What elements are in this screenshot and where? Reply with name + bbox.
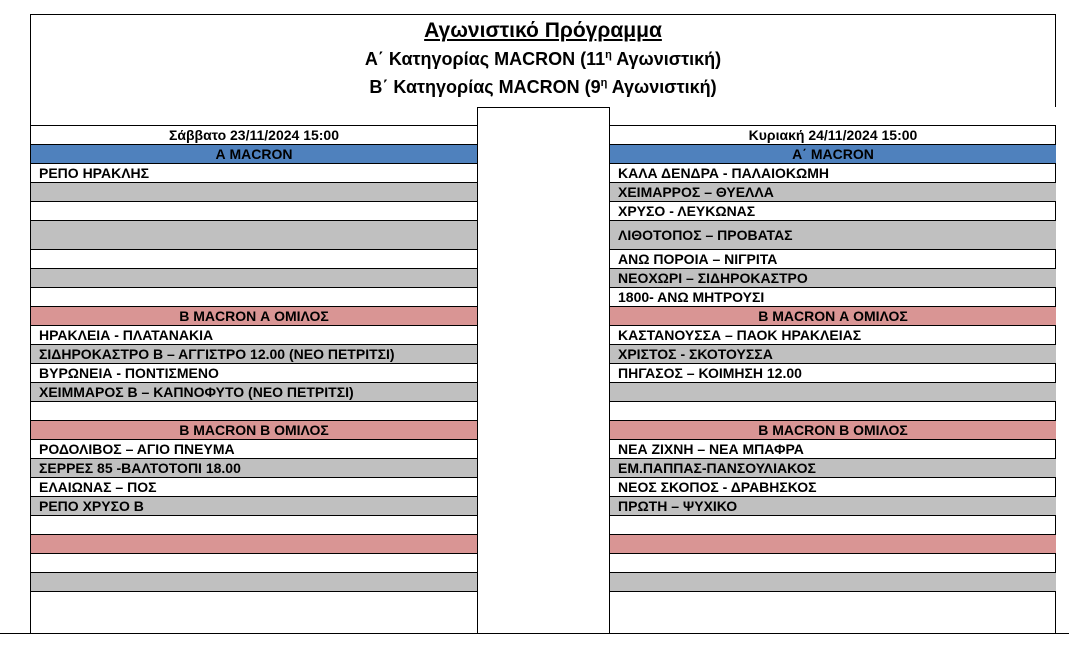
- empty-row: [610, 554, 1056, 573]
- match-row: [610, 516, 1056, 535]
- empty-pink-row: [31, 535, 477, 554]
- match-row: ΛΙΘΟΤΟΠΟΣ – ΠΡΟΒΑΤΑΣ: [610, 221, 1056, 250]
- match-row: [610, 383, 1056, 402]
- b-macron-b-header: Β MACRON Β ΟΜΙΛΟΣ: [31, 421, 477, 440]
- match-row: [31, 402, 477, 421]
- match-row: ΡΕΠΟ ΗΡΑΚΛΗΣ: [31, 164, 477, 183]
- match-row: ΡΕΠΟ ΧΡΥΣΟ Β: [31, 497, 477, 516]
- match-row: ΑΝΩ ΠΟΡΟΙΑ – ΝΙΓΡΙΤΑ: [610, 250, 1056, 269]
- spacer-row: [31, 107, 477, 126]
- saturday-date: Σάββατο 23/11/2024 15:00: [31, 126, 477, 145]
- match-row: ΝΕΟΣ ΣΚΟΠΟΣ - ΔΡΑΒΗΣΚΟΣ: [610, 478, 1056, 497]
- a-macron-header: Α΄ MACRON: [610, 145, 1056, 164]
- match-row: [31, 221, 477, 250]
- title-box: [31, 15, 1055, 108]
- b-macron-a-header: Β MACRON Α ΟΜΙΛΟΣ: [31, 307, 477, 326]
- match-row: [31, 516, 477, 535]
- match-row: ΠΗΓΑΣΟΣ – ΚΟΙΜΗΣΗ 12.00: [610, 364, 1056, 383]
- empty-row: [31, 592, 477, 611]
- match-row: ΚΑΣΤΑΝΟΥΣΣΑ – ΠΑΟΚ ΗΡΑΚΛΕΙΑΣ: [610, 326, 1056, 345]
- match-row: ΧΕΙΜΑΡΡΟΣ – ΘΥΕΛΛΑ: [610, 183, 1056, 202]
- sunday-date: Κυριακή 24/11/2024 15:00: [610, 126, 1056, 145]
- empty-row: [610, 573, 1056, 592]
- page-title: Αγωνιστικό Πρόγραμμα: [424, 19, 662, 42]
- b-macron-b-header: Β MACRON Β ΟΜΙΛΟΣ: [610, 421, 1056, 440]
- saturday-column: [31, 107, 478, 634]
- match-row: ΕΛΑΙΩΝΑΣ – ΠΟΣ: [31, 478, 477, 497]
- match-row: [31, 269, 477, 288]
- match-row: [610, 402, 1056, 421]
- match-row: ΗΡΑΚΛΕΙΑ - ΠΛΑΤΑΝΑΚΙΑ: [31, 326, 477, 345]
- match-row: ΚΑΛΑ ΔΕΝΔΡΑ - ΠΑΛΑΙΟΚΩΜΗ: [610, 164, 1056, 183]
- sunday-column: [609, 107, 1056, 634]
- subtitle-a: Α΄ Κατηγορίας MACRON ($11^\eta$ Αγωνιστική): [364, 49, 722, 69]
- empty-row: [31, 554, 477, 573]
- match-row: ΡΟΔΟΛΙΒΟΣ – ΑΓΙΟ ΠΝΕΥΜΑ: [31, 440, 477, 459]
- match-row: ΒΥΡΩΝΕΙΑ - ΠΟΝΤΙΣΜΕΝΟ: [31, 364, 477, 383]
- match-row: [31, 288, 477, 307]
- match-row: ΝΕΑ ΖΙΧΝΗ – ΝΕΑ ΜΠΑΦΡΑ: [610, 440, 1056, 459]
- empty-row: [610, 592, 1056, 611]
- empty-row: [31, 573, 477, 592]
- match-row: ΧΕΙΜΜΑΡΟΣ Β – ΚΑΠΝΟΦΥΤΟ (ΝΕΟ ΠΕΤΡΙΤΣΙ): [31, 383, 477, 402]
- b-macron-a-header: Β MACRON Α ΟΜΙΛΟΣ: [610, 307, 1056, 326]
- match-row: [31, 250, 477, 269]
- match-row: [31, 202, 477, 221]
- subtitle-b: Β΄ Κατηγορίας MACRON ($9^\eta$ Αγωνιστική): [369, 77, 717, 97]
- match-row: 1800- ΑΝΩ ΜΗΤΡΟΥΣΙ: [610, 288, 1056, 307]
- page-bottom-rule: [0, 633, 1069, 634]
- match-row: ΣΙΔΗΡΟΚΑΣΤΡΟ Β – ΑΓΓΙΣΤΡΟ 12.00 (ΝΕΟ ΠΕΤΡΙΤΣΙ): [31, 345, 477, 364]
- match-row: [31, 183, 477, 202]
- match-row: ΧΡΙΣΤΟΣ - ΣΚΟΤΟΥΣΣΑ: [610, 345, 1056, 364]
- empty-pink-row: [610, 535, 1056, 554]
- match-row: ΧΡΥΣΟ - ΛΕΥΚΩΝΑΣ: [610, 202, 1056, 221]
- schedule-sheet: [30, 14, 1056, 634]
- a-macron-header: Α MACRON: [31, 145, 477, 164]
- match-row: ΣΕΡΡΕΣ 85 -ΒΑΛΤΟΤΟΠΙ 18.00: [31, 459, 477, 478]
- match-row: ΠΡΩΤΗ – ΨΥΧΙΚΟ: [610, 497, 1056, 516]
- match-row: ΝΕΟΧΩΡΙ – ΣΙΔΗΡΟΚΑΣΤΡΟ: [610, 269, 1056, 288]
- match-row: ΕΜ.ΠΑΠΠΑΣ-ΠΑΝΣΟΥΛΙΑΚΟΣ: [610, 459, 1056, 478]
- spacer-row: [610, 107, 1056, 126]
